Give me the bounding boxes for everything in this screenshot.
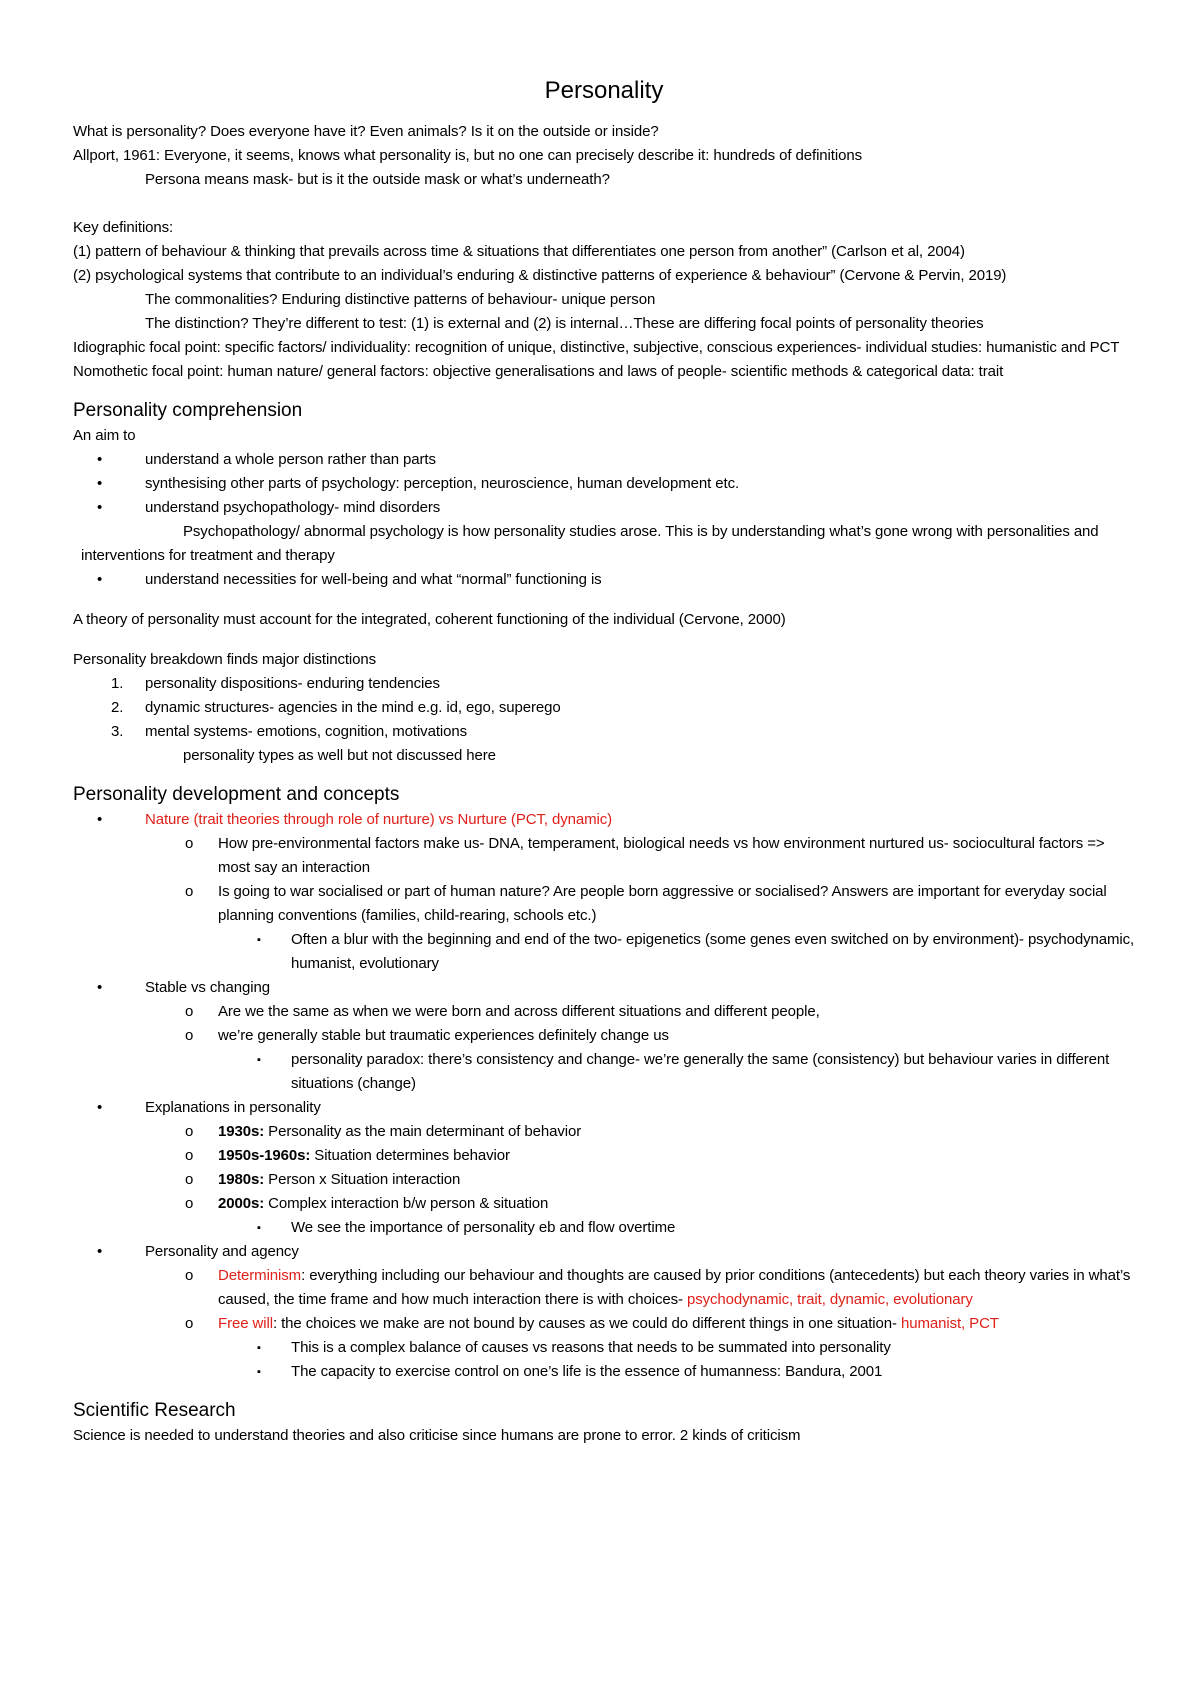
list-item-stable-vs-changing: • Stable vs changing [73,976,1135,1000]
list-item: • understand a whole person rather than parts [73,448,1135,472]
square-marker: ▪ [257,1054,261,1066]
bullet-marker: • [97,499,103,516]
sub-sub-item: ▪ The capacity to exercise control on one’s life is the essence of humanness: Bandura, 2001 [73,1360,1135,1384]
persona-note: Persona means mask- but is it the outside mask or what’s underneath? [145,171,610,188]
sub-item-1950s: o 1950s-1960s: Situation determines behavior [73,1144,1135,1168]
sub-item-1980s: o 1980s: Person x Situation interaction [73,1168,1135,1192]
list-item: • understand psychopathology- mind disorders [73,496,1135,520]
document-page [73,68,1135,1448]
square-marker: ▪ [257,1222,261,1234]
sub-item-1930s: o 1930s: Personality as the main determinant of behavior [73,1120,1135,1144]
list-item-nature-vs-nurture: • Nature (trait theories through role of nurture) vs Nurture (PCT, dynamic) [73,808,1135,832]
personality-types-note: personality types as well but not discussed here [183,747,496,764]
circle-marker: o [185,1147,194,1164]
sub-sub-item: ▪ We see the importance of personality eb and flow overtime [73,1216,1135,1240]
circle-marker: o [185,1195,194,1212]
list-item: • understand necessities for well-being and what “normal” functioning is [73,568,1135,592]
bullet-marker: • [97,451,103,468]
circle-marker: o [185,1027,194,1044]
square-marker: ▪ [257,1342,261,1354]
number-marker: 2. [111,699,124,716]
bullet-marker: • [97,571,103,588]
intro-question: What is personality? Does everyone have it? Even animals? Is it on the outside or inside? [73,123,659,140]
number-marker: 3. [111,723,124,740]
square-marker: ▪ [257,934,261,946]
sub-item: o Are we the same as when we were born and across different situations and different people, [73,1000,1135,1024]
psychopathology-note: Psychopathology/ abnormal psychology is how personality studies arose. This is by understanding what’s gone wrong with personalities and interventions for treatment and therapy [81,523,1099,564]
aim-intro: An aim to [73,427,136,444]
commonalities-note: The commonalities? Enduring distinctive patterns of behaviour- unique person [145,291,656,308]
definition-2: (2) psychological systems that contribute to an individual’s enduring & distinctive patterns of experience & behaviour” (Cervone & Pervin, 2019) [73,267,1007,284]
key-definitions-heading: Key definitions: [73,219,174,236]
idiographic-focal-point: Idiographic focal point: specific factors/ individuality: recognition of unique, distinctive, subjective, conscious experiences- individual studies: humanistic and PCT [73,339,1120,356]
sub-sub-item: ▪ personality paradox: there’s consistency and change- we’re generally the same (consistency) but behaviour varies in different situations (change) [73,1048,1135,1096]
section-heading-comprehension: Personality comprehension [73,400,303,421]
circle-marker: o [185,1123,194,1140]
circle-marker: o [185,1267,194,1284]
sub-item: o Is going to war socialised or part of human nature? Are people born aggressive or socialised? Answers are important for everyday social planning conventions (families, child-rearing, schools etc.) [73,880,1135,928]
bullet-marker: • [97,475,103,492]
nomothetic-focal-point: Nomothetic focal point: human nature/ general factors: objective generalisations and laws of people- scientific methods & categorical data: trait [73,363,1004,380]
document-title: Personality [544,77,664,104]
research-text: Science is needed to understand theories and also criticise since humans are prone to error. 2 kinds of criticism [73,1427,801,1444]
sub-sub-item: ▪ This is a complex balance of causes vs reasons that needs to be summated into personality [73,1336,1135,1360]
distinction-note: The distinction? They’re different to test: (1) is external and (2) is internal…These are differing focal points of personality theories [145,315,984,332]
circle-marker: o [185,1315,194,1332]
numbered-item-2: 2. dynamic structures- agencies in the mind e.g. id, ego, superego [73,696,1135,720]
sub-item: o we’re generally stable but traumatic experiences definitely change us [73,1024,1135,1048]
circle-marker: o [185,883,194,900]
theory-statement: A theory of personality must account for the integrated, coherent functioning of the individual (Cervone, 2000) [73,611,786,628]
numbered-item-3: 3. mental systems- emotions, cognition, motivations [73,720,1135,744]
numbered-item-1: 1. personality dispositions- enduring tendencies [73,672,1135,696]
square-marker: ▪ [257,1366,261,1378]
sub-item: o How pre-environmental factors make us- DNA, temperament, biological needs vs how environment nurtured us- sociocultural factors => most say an interaction [73,832,1135,880]
breakdown-intro: Personality breakdown finds major distinctions [73,651,377,668]
sub-item-2000s: o 2000s: Complex interaction b/w person & situation [73,1192,1135,1216]
bullet-marker: • [97,1099,103,1116]
list-item-explanations: • Explanations in personality [73,1096,1135,1120]
bullet-marker: • [97,1243,103,1260]
circle-marker: o [185,1171,194,1188]
sub-sub-item: ▪ Often a blur with the beginning and end of the two- epigenetics (some genes even switched on by environment)- psychodynamic, humanist, evolutionary [73,928,1135,976]
section-heading-development: Personality development and concepts [73,784,400,805]
circle-marker: o [185,1003,194,1020]
circle-marker: o [185,835,194,852]
sub-item-free-will: o Free will: the choices we make are not bound by causes as we could do different things in one situation- humanist, PCT [73,1312,1135,1336]
list-item: • synthesising other parts of psychology: perception, neuroscience, human development etc. [73,472,1135,496]
number-marker: 1. [111,675,124,692]
section-heading-research: Scientific Research [73,1400,236,1421]
definition-1: (1) pattern of behaviour & thinking that prevails across time & situations that differentiates one person from another” (Carlson et al, 2004) [73,243,965,260]
bullet-marker: • [97,979,103,996]
sub-item-determinism: o Determinism: everything including our behaviour and thoughts are caused by prior conditions (antecedents) but each theory varies in what’s caused, the time frame and how much interaction there is with choices- psychodynamic, trait, dynamic, evolutionary [73,1264,1135,1312]
bullet-marker: • [97,811,103,828]
list-item-agency: • Personality and agency [73,1240,1135,1264]
allport-quote: Allport, 1961: Everyone, it seems, knows what personality is, but no one can precisely describe it: hundreds of definitions [73,147,862,164]
